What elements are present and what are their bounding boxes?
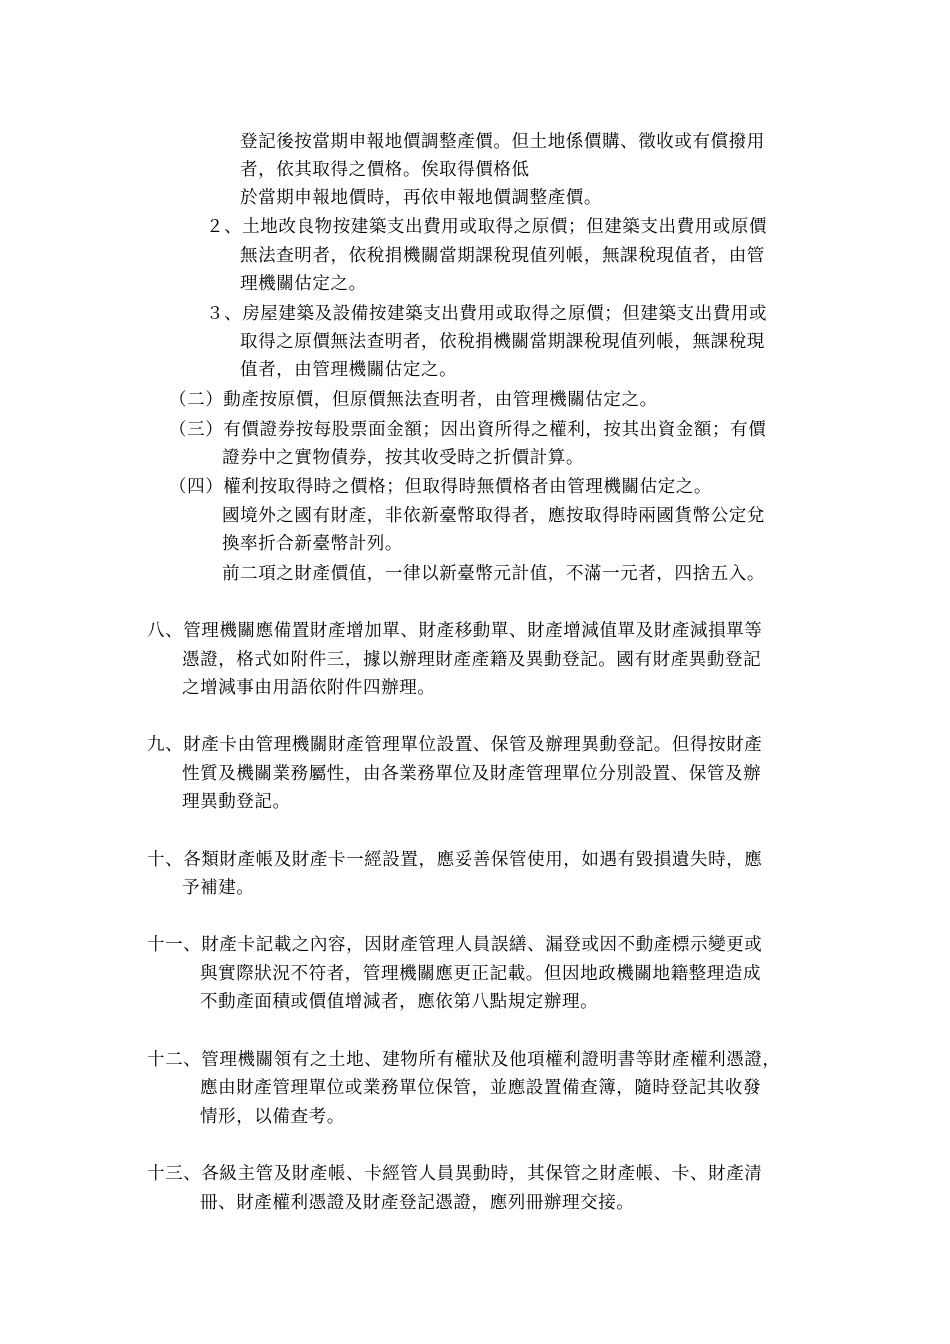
text-line: 情形，以備查考。 [200,1107,345,1127]
text-line: 登記後按當期申報地價調整產價。但土地係價購、徵收或有償撥用 [240,132,765,152]
text-line: 與實際狀況不符者，管理機關應更正記載。但因地政機關地籍整理造成 [200,964,762,984]
text-line: 性質及機關業務屬性，由各業務單位及財產管理單位分別設置、保管及辦 [182,764,762,784]
text-line: 國境外之國有財產，非依新臺幣取得者，應按取得時兩國貨幣公定兌 [222,506,765,526]
text-line: 憑證，格式如附件三，據以辦理財產產籍及異動登記。國有財產異動登記 [182,650,762,670]
text-line: ３、房屋建築及設備按建築支出費用或取得之原價；但建築支出費用或 [206,304,768,324]
text-line: 十一、財產卡記載之內容，因財產管理人員誤繕、漏登或因不動產標示變更或 [147,935,763,955]
text-line: 於當期申報地價時，再依申報地價調整產價。 [240,188,602,208]
text-line: 無法查明者，依稅捐機關當期課稅現值列帳，無課稅現值者，由管 [240,246,765,266]
text-line: （四）權利按取得時之價格；但取得時無價格者由管理機關估定之。 [169,477,712,497]
text-line: 之增減事由用語依附件四辦理。 [182,678,436,698]
text-line: 十、各類財產帳及財產卡一經設置，應妥善保管使用，如遇有毀損遺失時，應 [147,850,763,870]
text-line: ２、土地改良物按建築支出費用或取得之原價；但建築支出費用或原價 [206,217,768,237]
text-line: 冊、財產權利憑證及財產登記憑證，應列冊辦理交接。 [200,1193,635,1213]
text-line: （三）有價證券按每股票面金額；因出資所得之權利，按其出資金額；有價 [169,420,767,440]
text-line: 理異動登記。 [182,792,291,812]
text-line: 前二項之財產價值，一律以新臺幣元計值，不滿一元者，四捨五入。 [222,564,765,584]
text-line: 予補建。 [182,878,255,898]
text-line: 換率折合新臺幣計列。 [222,534,403,554]
text-line: 八、管理機關應備置財產增加單、財產移動單、財產增減值單及財產減損單等 [147,621,763,641]
text-line: 者，依其取得之價格。俟取得價格低 [240,160,530,180]
text-line: 取得之原價無法查明者，依稅捐機關當期課稅現值列帳，無課稅現 [240,332,765,352]
text-line: 十二、管理機關領有之土地、建物所有權狀及他項權利證明書等財產權利憑證， [147,1050,781,1070]
text-line: 不動產面積或價值增減者，應依第八點規定辦理。 [200,992,599,1012]
text-line: 應由財產管理單位或業務單位保管，並應設置備查簿，隨時登記其收發 [200,1078,762,1098]
text-line: 十三、各級主管及財產帳、卡經管人員異動時，其保管之財產帳、卡、財產清 [147,1164,763,1184]
text-line: 理機關估定之。 [240,274,367,294]
text-line: 九、財產卡由管理機關財產管理單位設置、保管及辦理異動登記。但得按財產 [147,735,763,755]
text-line: 值者，由管理機關估定之。 [240,360,458,380]
text-line: 證券中之實物債券，按其收受時之折價計算。 [222,448,584,468]
text-line: （二）動產按原價，但原價無法查明者，由管理機關估定之。 [169,390,658,410]
